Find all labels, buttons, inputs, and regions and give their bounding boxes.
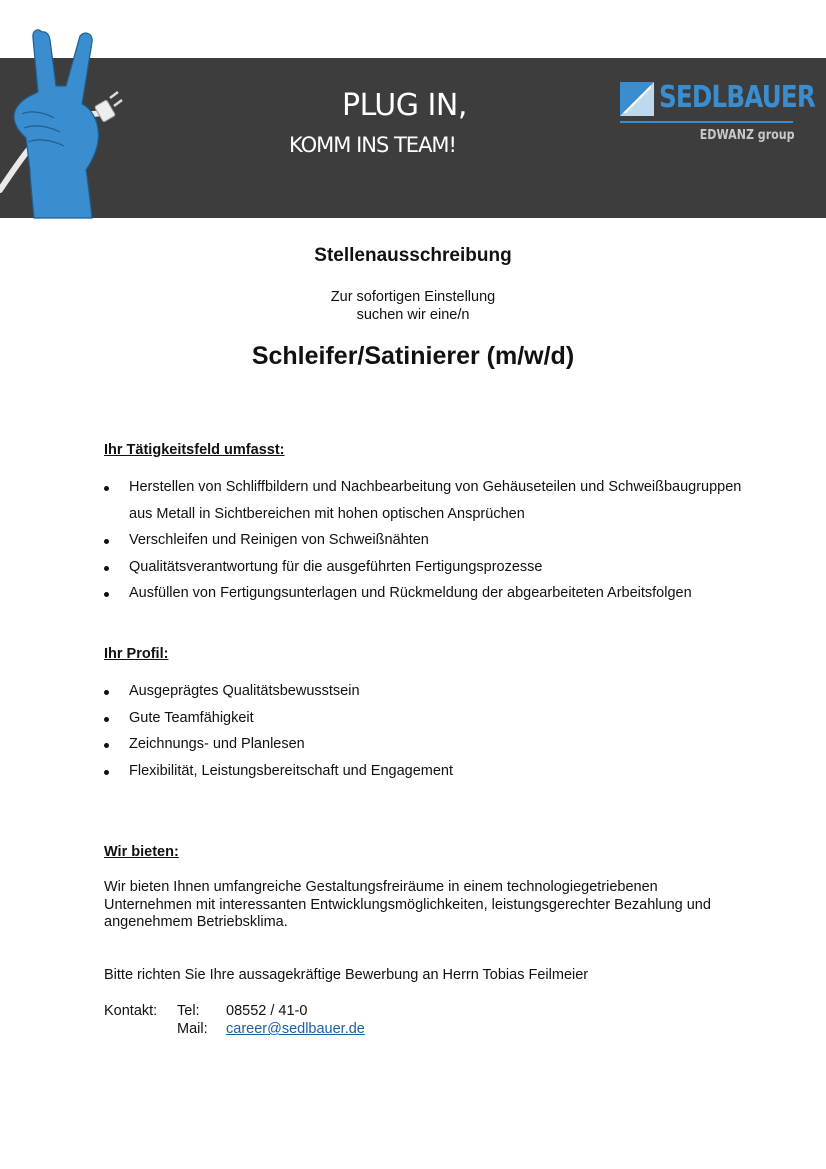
list-item: Ausgeprägtes Qualitätsbewusstsein — [104, 678, 744, 705]
offer-heading: Wir bieten: — [104, 844, 179, 860]
list-item: Herstellen von Schliffbildern und Nachbearbeitung von Gehäuseteilen und Schweißbaugruppen aus Metall in Sichtbereichen mit hohen optischen Ansprüchen — [104, 474, 744, 527]
intro-line-1: Zur sofortigen Einstellung — [330, 289, 496, 305]
company-logo — [620, 80, 815, 150]
tel-label: Tel: — [177, 1003, 200, 1019]
profile-list — [104, 678, 744, 784]
victory-hand-icon — [0, 20, 140, 220]
list-item: Ausfüllen von Fertigungsunterlagen und Rückmeldung der abgearbeiteten Arbeitsfolgen — [104, 580, 744, 607]
headline-primary: PLUG IN, — [342, 88, 467, 123]
list-item: Qualitätsverantwortung für die ausgeführten Fertigungsprozesse — [104, 554, 744, 581]
list-item: Flexibilität, Leistungsbereitschaft und Engagement — [104, 758, 744, 785]
list-item: Verschleifen und Reinigen von Schweißnähten — [104, 527, 744, 554]
job-title: Schleifer/Satinierer (m/w/d) — [251, 342, 575, 370]
list-item: Gute Teamfähigkeit — [104, 705, 744, 732]
headline-secondary: KOMM INS TEAM! — [289, 133, 456, 157]
intro-text — [0, 288, 826, 324]
intro-line-2: suchen wir eine/n — [356, 307, 470, 323]
list-item: Zeichnungs- und Planlesen — [104, 731, 744, 758]
tel-value: 08552 / 41-0 — [226, 1003, 308, 1019]
document-type-heading: Stellenausschreibung — [314, 245, 512, 266]
tasks-heading: Ihr Tätigkeitsfeld umfasst: — [104, 442, 285, 458]
logo-wordmark: SEDLBAUER — [659, 80, 815, 115]
logo-mark-icon — [620, 82, 654, 116]
profile-heading: Ihr Profil: — [104, 646, 169, 662]
offer-text: Wir bieten Ihnen umfangreiche Gestaltungsfreiräume in einem technologiegetriebenen Unternehmen mit interessanten Entwicklungsmöglichkeiten, leistungsgerechter Bezahlung und angenehmem Betriebsklima. — [104, 879, 711, 930]
email-link[interactable]: career@sedlbauer.de — [226, 1021, 365, 1037]
mail-label: Mail: — [177, 1021, 208, 1037]
logo-underline — [620, 121, 793, 123]
plug-cable-icon — [94, 92, 122, 122]
application-text: Bitte richten Sie Ihre aussagekräftige Bewerbung an Herrn Tobias Feilmeier — [104, 967, 589, 983]
tasks-list — [104, 474, 744, 607]
logo-group-name: EDWANZ group — [700, 128, 795, 143]
contact-label: Kontakt: — [104, 1003, 158, 1019]
contact-block — [104, 1002, 504, 1042]
